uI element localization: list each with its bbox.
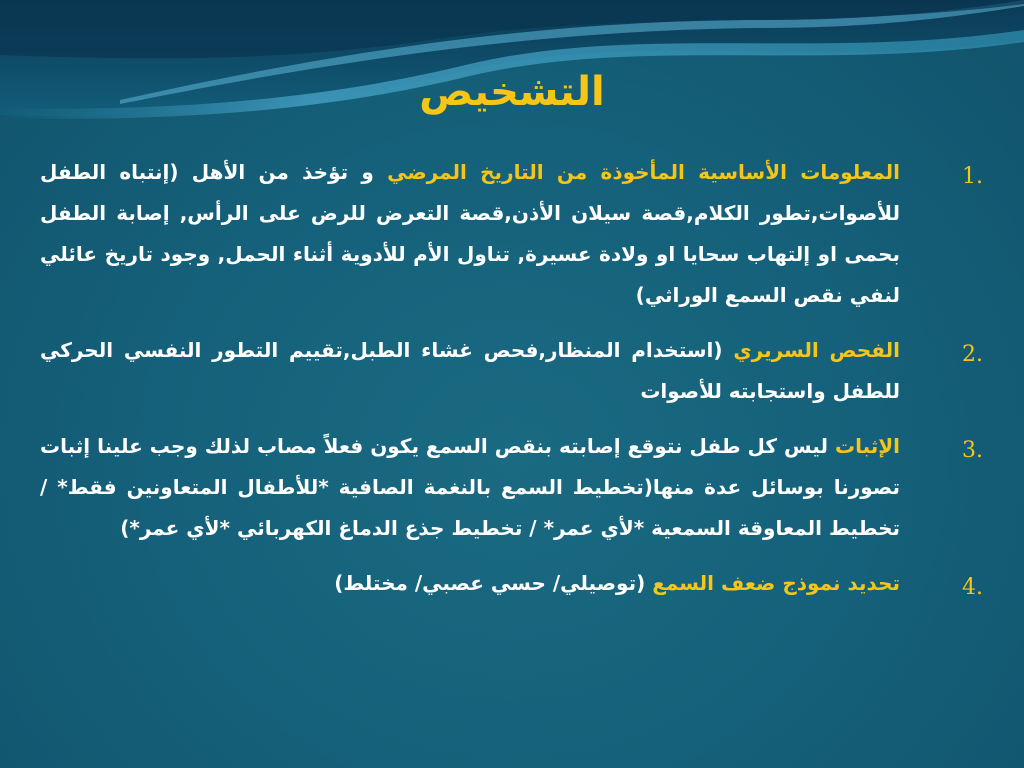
body-text: (توصيلي/ حسي عصبي/ مختلط) (334, 571, 653, 595)
numbered-list (40, 152, 983, 618)
list-item-2 (40, 330, 983, 412)
list-item-text (40, 330, 900, 412)
highlight-text: الإثبات (834, 434, 900, 458)
list-item-1 (40, 152, 983, 316)
highlight-text: الفحص السريري (733, 338, 900, 362)
body-text: (استخدام المنظار,فحص غشاء الطبل,تقييم التطور النفسي الحركي للطفل واستجابته للأصوات (40, 338, 900, 403)
slide-title: التشخيص (419, 69, 605, 115)
body-text: و تؤخذ من الأهل (إنتباه الطفل للأصوات,تطور الكلام,قصة سيلان الأذن,قصة التعرض للرض على الرأس, إصابة الطفل بحمى او إلتهاب سحايا او ولادة عسيرة, تناول الأم للأدوية أثناء الحمل, وجود تاريخ عائلي لنفي نقص السمع الوراثي) (40, 160, 900, 307)
list-item-text (40, 152, 900, 316)
list-number: 4. (962, 575, 983, 600)
list-item-text (40, 426, 900, 549)
list-number: 2. (962, 342, 983, 367)
highlight-text: تحديد نموذج ضعف السمع (652, 571, 900, 595)
list-item-3 (40, 426, 983, 549)
body-text: ليس كل طفل نتوقع إصابته بنقص السمع يكون فعلاً مصاب لذلك وجب علينا إثبات تصورنا بوسائل عدة منها(تخطيط السمع بالنغمة الصافية *للأطفال المتعاونين فقط* / تخطيط المعاوقة السمعية *لأي عمر* / تخطيط جذع الدماغ الكهربائي *لأي عمر*) (40, 434, 900, 540)
list-number: 1. (962, 164, 983, 189)
list-item-4 (40, 563, 983, 604)
list-item-text (40, 563, 900, 604)
highlight-text: المعلومات الأساسية المأخوذة من التاريخ المرضي (387, 160, 900, 184)
list-number: 3. (962, 438, 983, 463)
